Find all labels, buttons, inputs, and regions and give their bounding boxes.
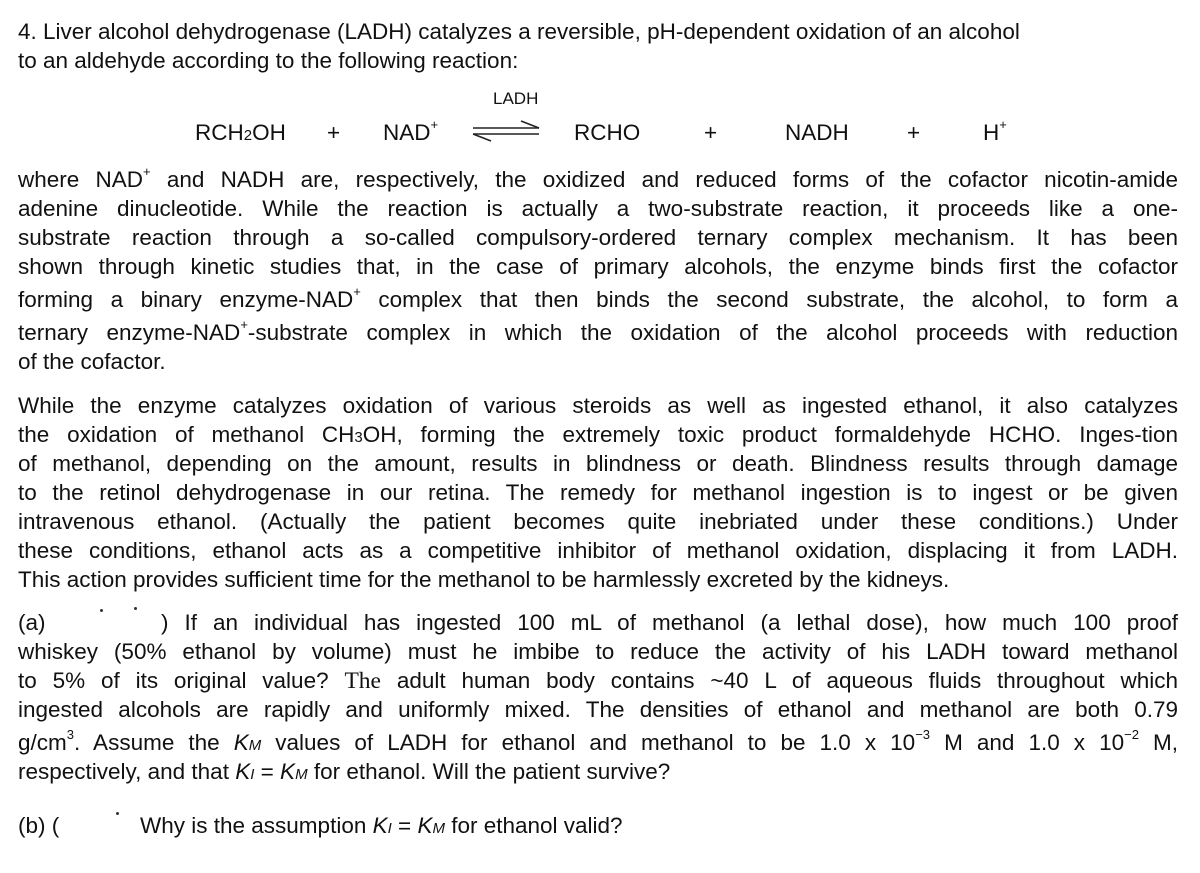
part-a-line-5: $g/cm^3$. Assume the KM values of LADH for ethanol and methanol to be 1.0 x $10^{-3}$ M and 1.0 x $10^{-2}$ M, xyxy=(18,727,1178,755)
product-nadh: NADH xyxy=(785,120,849,145)
intro-line-2: to an aldehyde according to the following reaction: xyxy=(18,48,519,73)
part-a-line-4: ingested alcohols are rapidly and uniformly mixed. The densities of ethanol and methanol are both 0.79 xyxy=(18,697,1178,722)
part-a-line-2: whiskey (50% ethanol by volume) must he imbibe to reduce the activity of his LADH toward methanol xyxy=(18,639,1178,664)
para2-line-4: to the retinol dehydrogenase in our retina. The remedy for methanol ingestion is to ingest or be given xyxy=(18,480,1178,505)
plus-sign: + xyxy=(327,120,341,145)
para2-line-6: these conditions, ethanol acts as a competitive inhibitor of methanol oxidation, displacing it from LADH. xyxy=(18,538,1178,563)
para1-line-5: forming a binary enzyme-NAD+ complex that then binds the second substrate, the alcohol, to form a xyxy=(18,284,1178,312)
artifact-dot xyxy=(100,609,103,612)
product-rcho: RCHO xyxy=(574,120,641,145)
para1-line-1: where NAD+ and NADH are, respectively, the oxidized and reduced forms of the cofactor nicotin-amide xyxy=(18,164,1178,192)
artifact-dot xyxy=(116,812,119,815)
reaction-catalyst: LADH xyxy=(493,89,539,108)
part-b-question: Why is the assumption KI = KM for ethanol valid? xyxy=(140,813,623,838)
plus-sign: + xyxy=(704,120,718,145)
para2-line-7: This action provides sufficient time for the methanol to be harmlessly excreted by the kidneys. xyxy=(18,567,950,592)
part-a-line-6: respectively, and that KI = KM for ethanol. Will the patient survive? xyxy=(18,759,671,784)
intro-line-1: 4. Liver alcohol dehydrogenase (LADH) catalyzes a reversible, pH-dependent oxidation of an alcohol xyxy=(18,19,1020,44)
para2-line-2: the oxidation of methanol CH3OH, forming the extremely toxic product formaldehyde HCHO. Inges-tion xyxy=(18,422,1178,447)
equilibrium-arrow-icon xyxy=(471,119,541,145)
part-b-label: (b) ( xyxy=(18,813,60,838)
product-h-plus: H+ xyxy=(983,117,1007,145)
part-a-label: (a) xyxy=(18,610,46,635)
para1-line-7: of the cofactor. xyxy=(18,349,166,374)
para2-line-5: intravenous ethanol. (Actually the patient becomes quite inebriated under these conditions.) Under xyxy=(18,509,1178,534)
para1-line-6: ternary enzyme-NAD+-substrate complex in which the oxidation of the alcohol proceeds with reduction xyxy=(18,317,1178,345)
part-a-line-3: to 5% of its original value? The adult human body contains ~40 L of aqueous fluids throughout which xyxy=(18,668,1178,694)
reactant-rch2oh: RCH2OH xyxy=(195,120,286,145)
para1-line-2: adenine dinucleotide. While the reaction is actually a two-substrate reaction, it proceeds like a one- xyxy=(18,196,1178,221)
plus-sign: + xyxy=(907,120,921,145)
para1-line-4: shown through kinetic studies that, in the case of primary alcohols, the enzyme binds first the cofactor xyxy=(18,254,1178,279)
problem-page: 4. Liver alcohol dehydrogenase (LADH) catalyzes a reversible, pH-dependent oxidation of an alcohol to an aldehyde according to the following reaction: LADH RCH2OH + NAD+ RCHO + NADH + H+ where NAD+ and NADH are, respectively, the oxidized and reduced forms of the cofactor nicotin-amide adenine dinucleotide. While the reaction is actually a two-substrate reaction, it proceeds like a one- substrate reaction through a so-called compulsory-ordered ternary complex mechanism. It has been shown through kinetic studies that, in the case of primary alcohols, the enzyme binds first the cofactor forming a binary enzyme-NAD+ complex that then binds the second substrate, the alcohol, to form a ternary enzyme-NAD+-substrate complex in which the oxidation of the alcohol proceeds with reduction of the cofactor. While the enzyme catalyzes oxidation of various steroids as well as ingested ethanol, it also catalyzes the oxidation of methanol CH3OH, forming the extremely toxic product formaldehyde HCHO. Inges-tion of methanol, depending on the amount, results in blindness or death. Blindness results through damage to the retinol dehydrogenase in our retina. The remedy for methanol ingestion is to ingest or be given intravenous ethanol. (Actually the patient becomes quite inebriated under these conditions.) Under these conditions, ethanol acts as a competitive inhibitor of methanol oxidation, displacing it from LADH. This action provides sufficient time for the methanol to be harmlessly excreted by the kidneys. (a) ) If an individual has ingested 100 mL of methanol (a lethal dose), how much 100 proof whiskey (50% ethanol by volume) must he imbibe to reduce the activity of his LADH toward methanol to 5% of its original value? The adult human body contains ~40 L of aqueous fluids throughout which ingested alcohols are rapidly and uniformly mixed. The densities of ethanol and methanol are both 0.79 $g/cm^3$. Assume the KM values of LADH for ethanol and methanol to be 1.0 x $10^{-3}$ M and 1.0 x $10^{-2}$ M, respectively, and that KI = KM for ethanol. Will the patient survive? (b) ( Why is the assumption KI = KM for ethanol valid? xyxy=(0,0,1200,873)
artifact-dot xyxy=(134,607,137,610)
reactant-nad-plus: NAD+ xyxy=(383,117,439,145)
para2-line-1: While the enzyme catalyzes oxidation of various steroids as well as ingested ethanol, it also catalyzes xyxy=(18,393,1178,418)
para2-line-3: of methanol, depending on the amount, results in blindness or death. Blindness results through damage xyxy=(18,451,1178,476)
para1-line-3: substrate reaction through a so-called compulsory-ordered ternary complex mechanism. It has been xyxy=(18,225,1178,250)
